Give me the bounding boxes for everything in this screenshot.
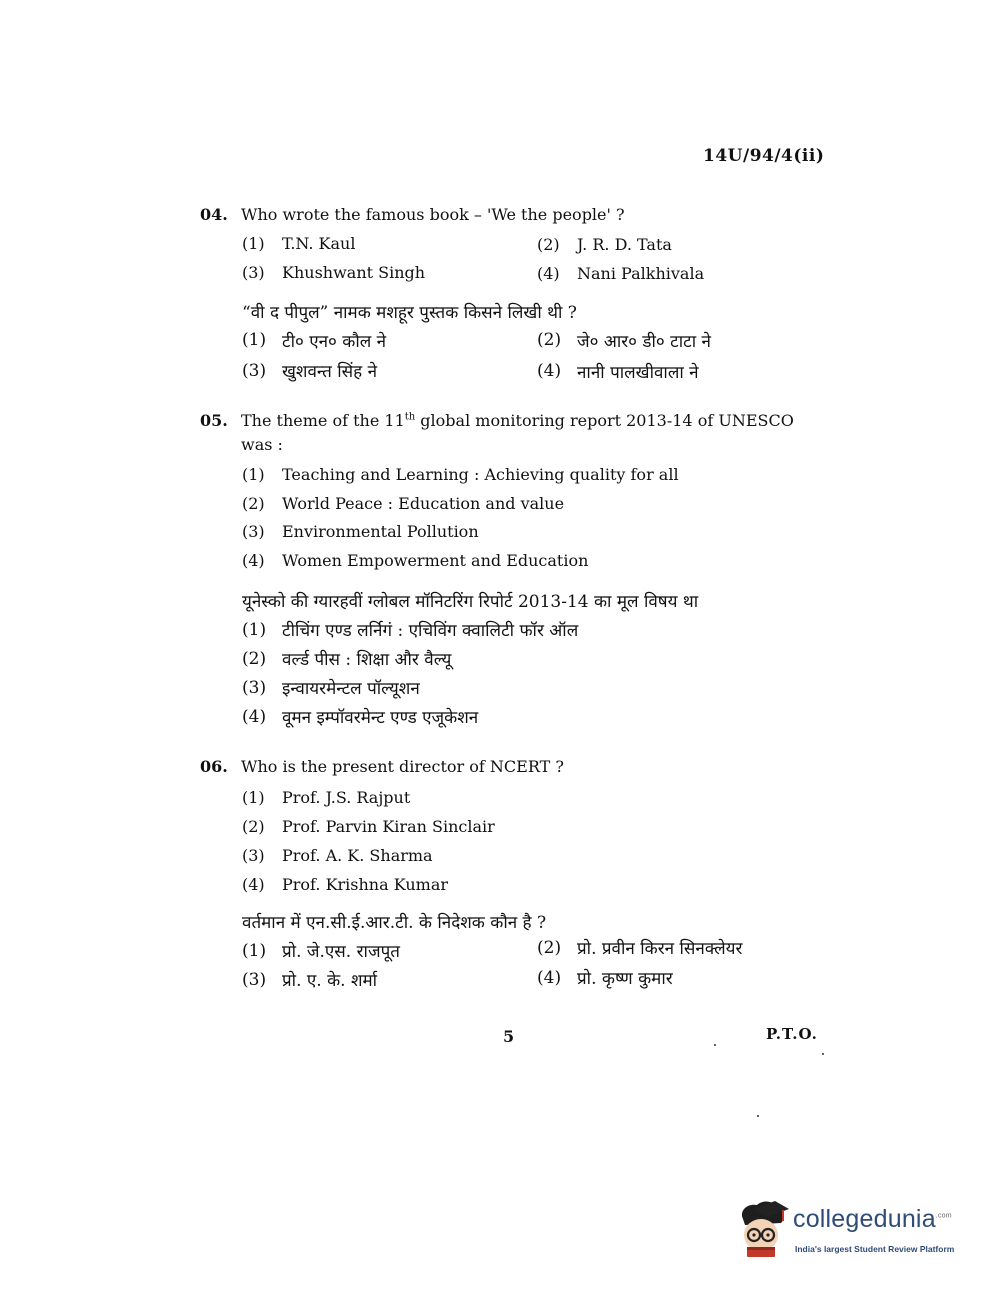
hindi-option-text: टी० एन० कौल ने (282, 332, 387, 352)
hindi-option-text: प्रो. प्रवीन किरन सिनक्लेयर (577, 939, 743, 959)
option-text: Nani Palkhivala (577, 264, 705, 283)
paper-code: 14U/94/4(ii) (703, 146, 825, 166)
question-text: Who wrote the famous book – 'We the people' ? (241, 205, 625, 224)
hindi-option-text: वर्ल्ड पीस : शिक्षा और वैल्यू (282, 650, 452, 670)
hindi-option-number: (1) (242, 330, 267, 350)
option-number: (4) (242, 875, 265, 894)
hindi-option-text: प्रो. कृष्ण कुमार (577, 969, 673, 989)
option-number: (3) (242, 522, 265, 541)
hindi-option-text: जे० आर० डी० टाटा ने (577, 332, 711, 352)
question-text: The theme of the 11th global monitoring report 2013-14 of UNESCO (241, 411, 794, 430)
hindi-option-number: (4) (537, 361, 562, 381)
scan-speck (822, 1053, 824, 1055)
option-text: Prof. J.S. Rajput (282, 788, 411, 807)
option-number: (4) (537, 264, 560, 283)
option-number: (4) (242, 551, 265, 570)
hindi-option-text: इन्वायरमेन्टल पॉल्यूशन (282, 679, 420, 699)
question-number: 06. (200, 757, 228, 776)
option-text: World Peace : Education and value (282, 494, 565, 513)
hindi-option-number: (1) (242, 941, 267, 961)
hindi-option-number: (2) (537, 938, 562, 958)
collegedunia-logo (735, 1195, 965, 1265)
option-text: Women Empowerment and Education (282, 551, 589, 570)
option-number: (1) (242, 234, 265, 253)
hindi-option-text: वूमन इम्पॉवरमेन्ट एण्ड एजूकेशन (282, 708, 479, 728)
hindi-option-number: (2) (242, 649, 267, 669)
hindi-option-text: टीचिंग एण्ड लर्निगं : एचिविंग क्वालिटी फॉर ऑल (282, 621, 579, 641)
scan-speck (757, 1115, 759, 1117)
hindi-option-text: प्रो. जे.एस. राजपूत (282, 942, 400, 962)
question-number: 05. (200, 411, 228, 430)
collegedunia-brand-text: collegedunia$^{.com}$ (793, 1205, 952, 1233)
option-number: (3) (242, 846, 265, 865)
hindi-question-text: वर्तमान में एन.सी.ई.आर.टी. के निदेशक कौन है ? (242, 913, 547, 933)
hindi-option-text: प्रो. ए. के. शर्मा (282, 971, 378, 991)
option-number: (2) (242, 494, 265, 513)
option-number: (2) (537, 235, 560, 254)
hindi-option-number: (2) (537, 330, 562, 350)
option-text: J. R. D. Tata (577, 235, 672, 254)
scan-speck (714, 1044, 716, 1046)
option-number: (3) (242, 263, 265, 282)
option-number: (2) (242, 817, 265, 836)
option-text: Prof. A. K. Sharma (282, 846, 433, 865)
question-text: Who is the present director of NCERT ? (241, 757, 564, 776)
option-text: Prof. Krishna Kumar (282, 875, 448, 894)
question-number: 04. (200, 205, 228, 224)
option-number: (1) (242, 465, 265, 484)
collegedunia-tagline: India's largest Student Review Platform (795, 1244, 955, 1254)
option-text: Khushwant Singh (282, 263, 426, 282)
hindi-option-number: (3) (242, 361, 267, 381)
option-text: Teaching and Learning : Achieving quality for all (282, 465, 679, 484)
hindi-option-number: (4) (537, 968, 562, 988)
hindi-option-text: खुशवन्त सिंह ने (282, 362, 378, 382)
hindi-question-text: “वी द पीपुल” नामक मशहूर पुस्तक किसने लिखी थी ? (242, 303, 577, 323)
hindi-option-number: (1) (242, 620, 267, 640)
option-text: T.N. Kaul (282, 234, 356, 253)
hindi-option-number: (3) (242, 970, 267, 990)
hindi-option-number: (4) (242, 707, 267, 727)
option-number: (1) (242, 788, 265, 807)
question-text-continued: was : (241, 435, 283, 454)
page-number: 5 (503, 1027, 515, 1046)
option-text: Environmental Pollution (282, 522, 479, 541)
hindi-option-text: नानी पालखीवाला ने (577, 363, 699, 383)
pto-marker: P.T.O. (766, 1025, 818, 1043)
option-text: Prof. Parvin Kiran Sinclair (282, 817, 495, 836)
student-mascot-icon (735, 1197, 791, 1261)
hindi-question-text: यूनेस्को की ग्यारहवीं ग्लोबल मॉनिटरिंग रिपोर्ट 2013-14 का मूल विषय था (242, 592, 699, 612)
hindi-option-number: (3) (242, 678, 267, 698)
